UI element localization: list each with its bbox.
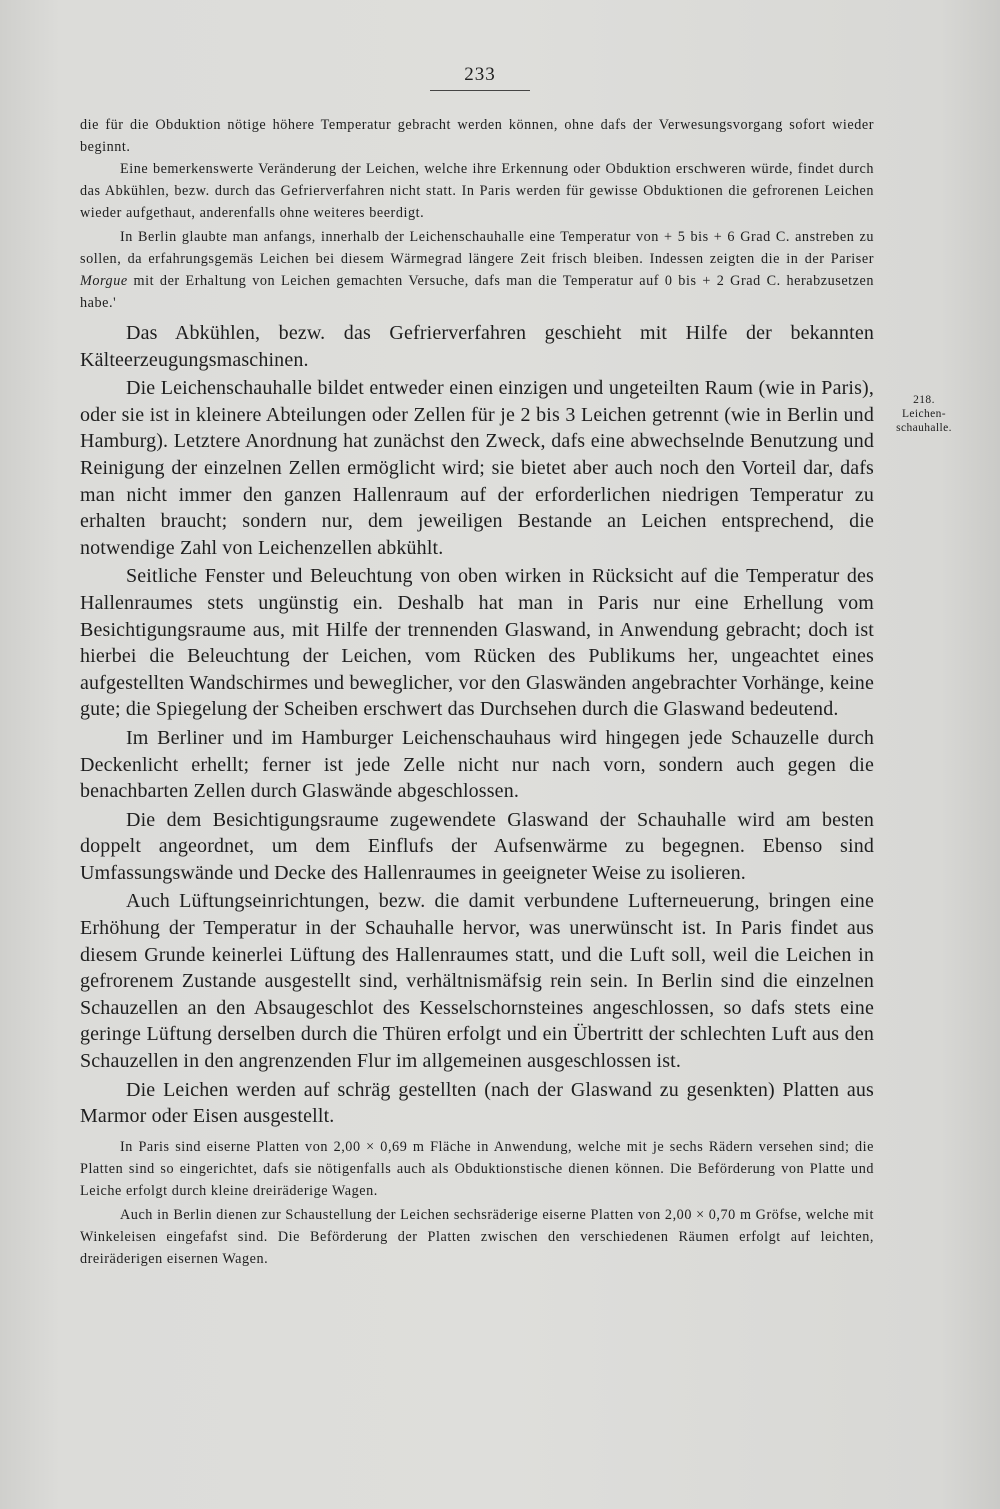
- paragraph-5: Die Leichenschauhalle bildet entweder einen einzigen und ungeteilten Raum (wie in Paris), oder sie ist in kleinere Abteilungen oder Zellen für je 2 bis 3 Leichen getrennt (wie in Berlin und Hamburg). Letztere Anordnung hat zunächst den Zweck, dafs eine abwechselnde Benutzung und Reinigung der einzelnen Zellen ermöglicht wird; sie bietet aber auch noch den Vorteil dar, dafs man nicht immer den ganzen Hallenraum auf der erforderlichen niedrigen Temperatur zu erhalten braucht; sondern nur, dem jeweiligen Bestande an Leichen entsprechend, die notwendige Zahl von Leichenzellen abkühlt.: [80, 377, 874, 559]
- body-text: [80, 114, 874, 1270]
- paragraph-2: Eine bemerkenswerte Veränderung der Leichen, welche ihre Erkennung oder Obduktion erschweren würde, findet durch das Abkühlen, bezw. durch das Gefrierverfahren nicht statt. In Paris werden für gewisse Obduktionen die gefrorenen Leichen wieder aufgethaut, anderenfalls ohne weiteres beerdigt.: [80, 161, 874, 221]
- paragraph-10: Die Leichen werden auf schräg gestellten (nach der Glaswand zu gesenkten) Platten aus Marmor oder Eisen ausgestellt.: [80, 1078, 874, 1128]
- paragraph-4: Das Abkühlen, bezw. das Gefrierverfahren geschieht mit Hilfe der bekannten Kälteerzeugungsmaschinen.: [80, 322, 874, 371]
- paragraph-3: [80, 226, 874, 314]
- margin-note-line-2: schauhalle.: [896, 422, 952, 434]
- paragraph-3-italic: Morgue: [80, 273, 128, 289]
- margin-note-number: 218.: [913, 394, 935, 406]
- paragraph-1: die für die Obduktion nötige höhere Temperatur gebracht werden können, ohne dafs der Verwesungsvorgang sofort wieder beginnt.: [80, 117, 874, 155]
- paragraph-3-text-a: In Berlin glaubte man anfangs, innerhalb der Leichenschauhalle eine Temperatur von + 5 bis + 6 Grad C. anstreben zu sollen, da erfahrungsgemäs Leichen bei diesem Wärmegrad längere Zeit frisch bleiben. Indessen zeigten die in der Pariser: [80, 229, 874, 267]
- page-number-rule: [430, 90, 530, 91]
- paragraph-9: Auch Lüftungseinrichtungen, bezw. die damit verbundene Lufterneuerung, bringen eine Erhöhung der Temperatur in der Schauhalle hervor, was unerwünscht ist. In Paris findet aus diesem Grunde keinerlei Lüftung des Hallenraumes statt, und die Luft soll, weil die Leichen in gefrorenem Zustande ausgestellt sind, verhältnismäfsig rein sein. In Berlin sind die einzelnen Schauzellen an den Absaugeschlot des Kesselschornsteines angeschlossen, so dafs stets eine geringe Lüftung derselben durch die Thüren erfolgt und ein Übertritt der schlechten Luft aus den Schauzellen in den angrenzenden Flur im allgemeinen ausgeschlossen ist.: [80, 890, 874, 1073]
- paragraph-6: Seitliche Fenster und Beleuchtung von oben wirken in Rücksicht auf die Temperatur des Hallenraumes stets ungünstig ein. Deshalb hat man in Paris nur eine Erhellung vom Besichtigungsraume aus, mit Hilfe der trennenden Glaswand, in Anwendung gebracht; doch ist hierbei die Beleuchtung der Leichen, vom Rücken des Publikums her, ungeachtet eines aufgestellten Wandschirmes und beweglicher, vor den Glaswänden angebrachter Vorhänge, keine gute; die Spiegelung der Scheiben erschwert das Durchsehen durch die Glaswand bedeutend.: [80, 565, 874, 721]
- margin-note: [884, 393, 964, 435]
- paragraph-3-text-b: mit der Erhaltung von Leichen gemachten Versuche, dafs man die Temperatur auf 0 bis + 2 Grad C. herabzusetzen habe.': [80, 273, 874, 311]
- paragraph-8: Die dem Besichtigungsraume zugewendete Glaswand der Schauhalle wird am besten doppelt angeordnet, um dem Einflufs der Aufsenwärme zu begegnen. Ebenso sind Umfassungswände und Decke des Hallenraumes in geeigneter Weise zu isolieren.: [80, 808, 874, 884]
- paragraph-7: Im Berliner und im Hamburger Leichenschauhaus wird hingegen jede Schauzelle durch Deckenlicht erhellt; ferner ist jede Zelle nicht nur nach vorn, sondern auch gegen die benachbarten Zellen durch Glaswände abgeschlossen.: [80, 726, 874, 803]
- page-number: 233: [464, 64, 496, 85]
- paragraph-11: In Paris sind eiserne Platten von 2,00 × 0,69 m Fläche in Anwendung, welche mit je sechs Rädern versehen sind; die Platten sind so eingerichtet, dafs sie nötigenfalls auch als Obduktionstische dienen können. Die Beförderung von Platte und Leiche erfolgt durch kleine dreiräderige Wagen.: [80, 1138, 874, 1199]
- margin-note-line-1: Leichen-: [901, 408, 947, 420]
- paragraph-12: Auch in Berlin dienen zur Schaustellung der Leichen sechsräderige eiserne Platten von 2,00 × 0,70 m Gröfse, welche mit Winkeleisen eingefafst sind. Die Beförderung der Platten zwischen den verschiedenen Räumen erfolgt auf leichten, dreiräderigen eisernen Wagen.: [80, 1206, 874, 1267]
